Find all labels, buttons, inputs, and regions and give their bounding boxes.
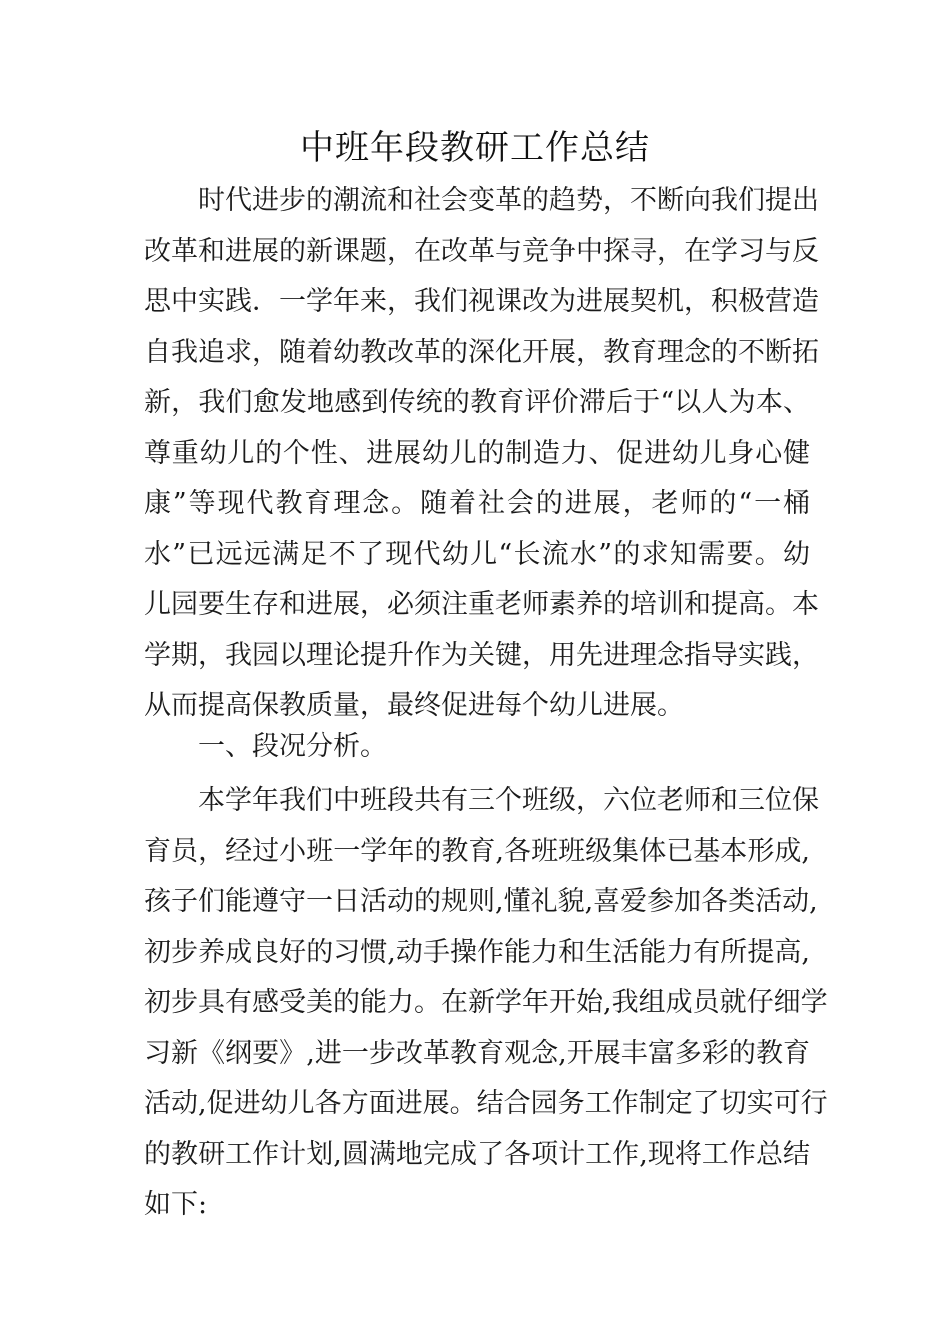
paragraph-line: 自我追求，随着幼教改革的深化开展，教育理念的不断拓 (144, 336, 819, 368)
paragraph-line: 初步养成良好的习惯,动手操作能力和生活能力有所提高, (144, 936, 810, 968)
paragraph-line: 时代进步的潮流和社会变革的趋势，不断向我们提出 (198, 185, 819, 216)
paragraph-line: 如下: (144, 1189, 208, 1220)
paragraph-line: 本学年我们中班段共有三个班级，六位老师和三位保 (198, 785, 819, 816)
paragraph-line: 水”已远远满足不了现代幼儿“长流水”的求知需要。幼 (144, 538, 810, 570)
paragraph-line: 学期，我园以理论提升作为关键，用先进理念指导实践， (144, 639, 819, 671)
paragraph-analysis (144, 776, 828, 1231)
paragraph-line: 的教研工作计划,圆满地完成了各项计工作,现将工作总结 (144, 1138, 810, 1170)
paragraph-line: 改革和进展的新课题，在改革与竞争中探寻，在学习与反 (144, 235, 819, 267)
paragraph-line: 孩子们能遵守一日活动的规则,懂礼貌,喜爱参加各类活动, (144, 886, 818, 917)
paragraph-intro (144, 176, 819, 732)
paragraph-line: 初步具有感受美的能力。在新学年开始,我组成员就仔细学 (144, 987, 828, 1018)
paragraph-line: 活动,促进幼儿各方面进展。结合园务工作制定了切实可行 (144, 1088, 828, 1119)
paragraph-line: 尊重幼儿的个性、进展幼儿的制造力、促进幼儿身心健 (144, 437, 810, 469)
paragraph-line: 习新《纲要》,进一步改革教育观念,开展丰富多彩的教育 (144, 1037, 810, 1069)
paragraph-line: 从而提高保教质量，最终促进每个幼儿进展。 (144, 690, 684, 721)
paragraph-line: 康”等现代教育理念。随着社会的进展，老师的“一桶 (144, 488, 810, 519)
section-heading-line: 一、段况分析。 (198, 731, 387, 762)
paragraph-line: 新，我们愈发地感到传统的教育评价滞后于“以人为本、 (144, 387, 810, 418)
section-heading (144, 722, 810, 773)
paragraph-line: 思中实践．一学年来，我们视课改为进展契机，积极营造 (144, 286, 819, 317)
paragraph-line: 儿园要生存和进展，必须注重老师素养的培训和提高。本 (144, 589, 819, 620)
document-title: 中班年段教研工作总结 (300, 128, 650, 168)
paragraph-line: 育员，经过小班一学年的教育,各班班级集体已基本形成, (144, 835, 810, 867)
